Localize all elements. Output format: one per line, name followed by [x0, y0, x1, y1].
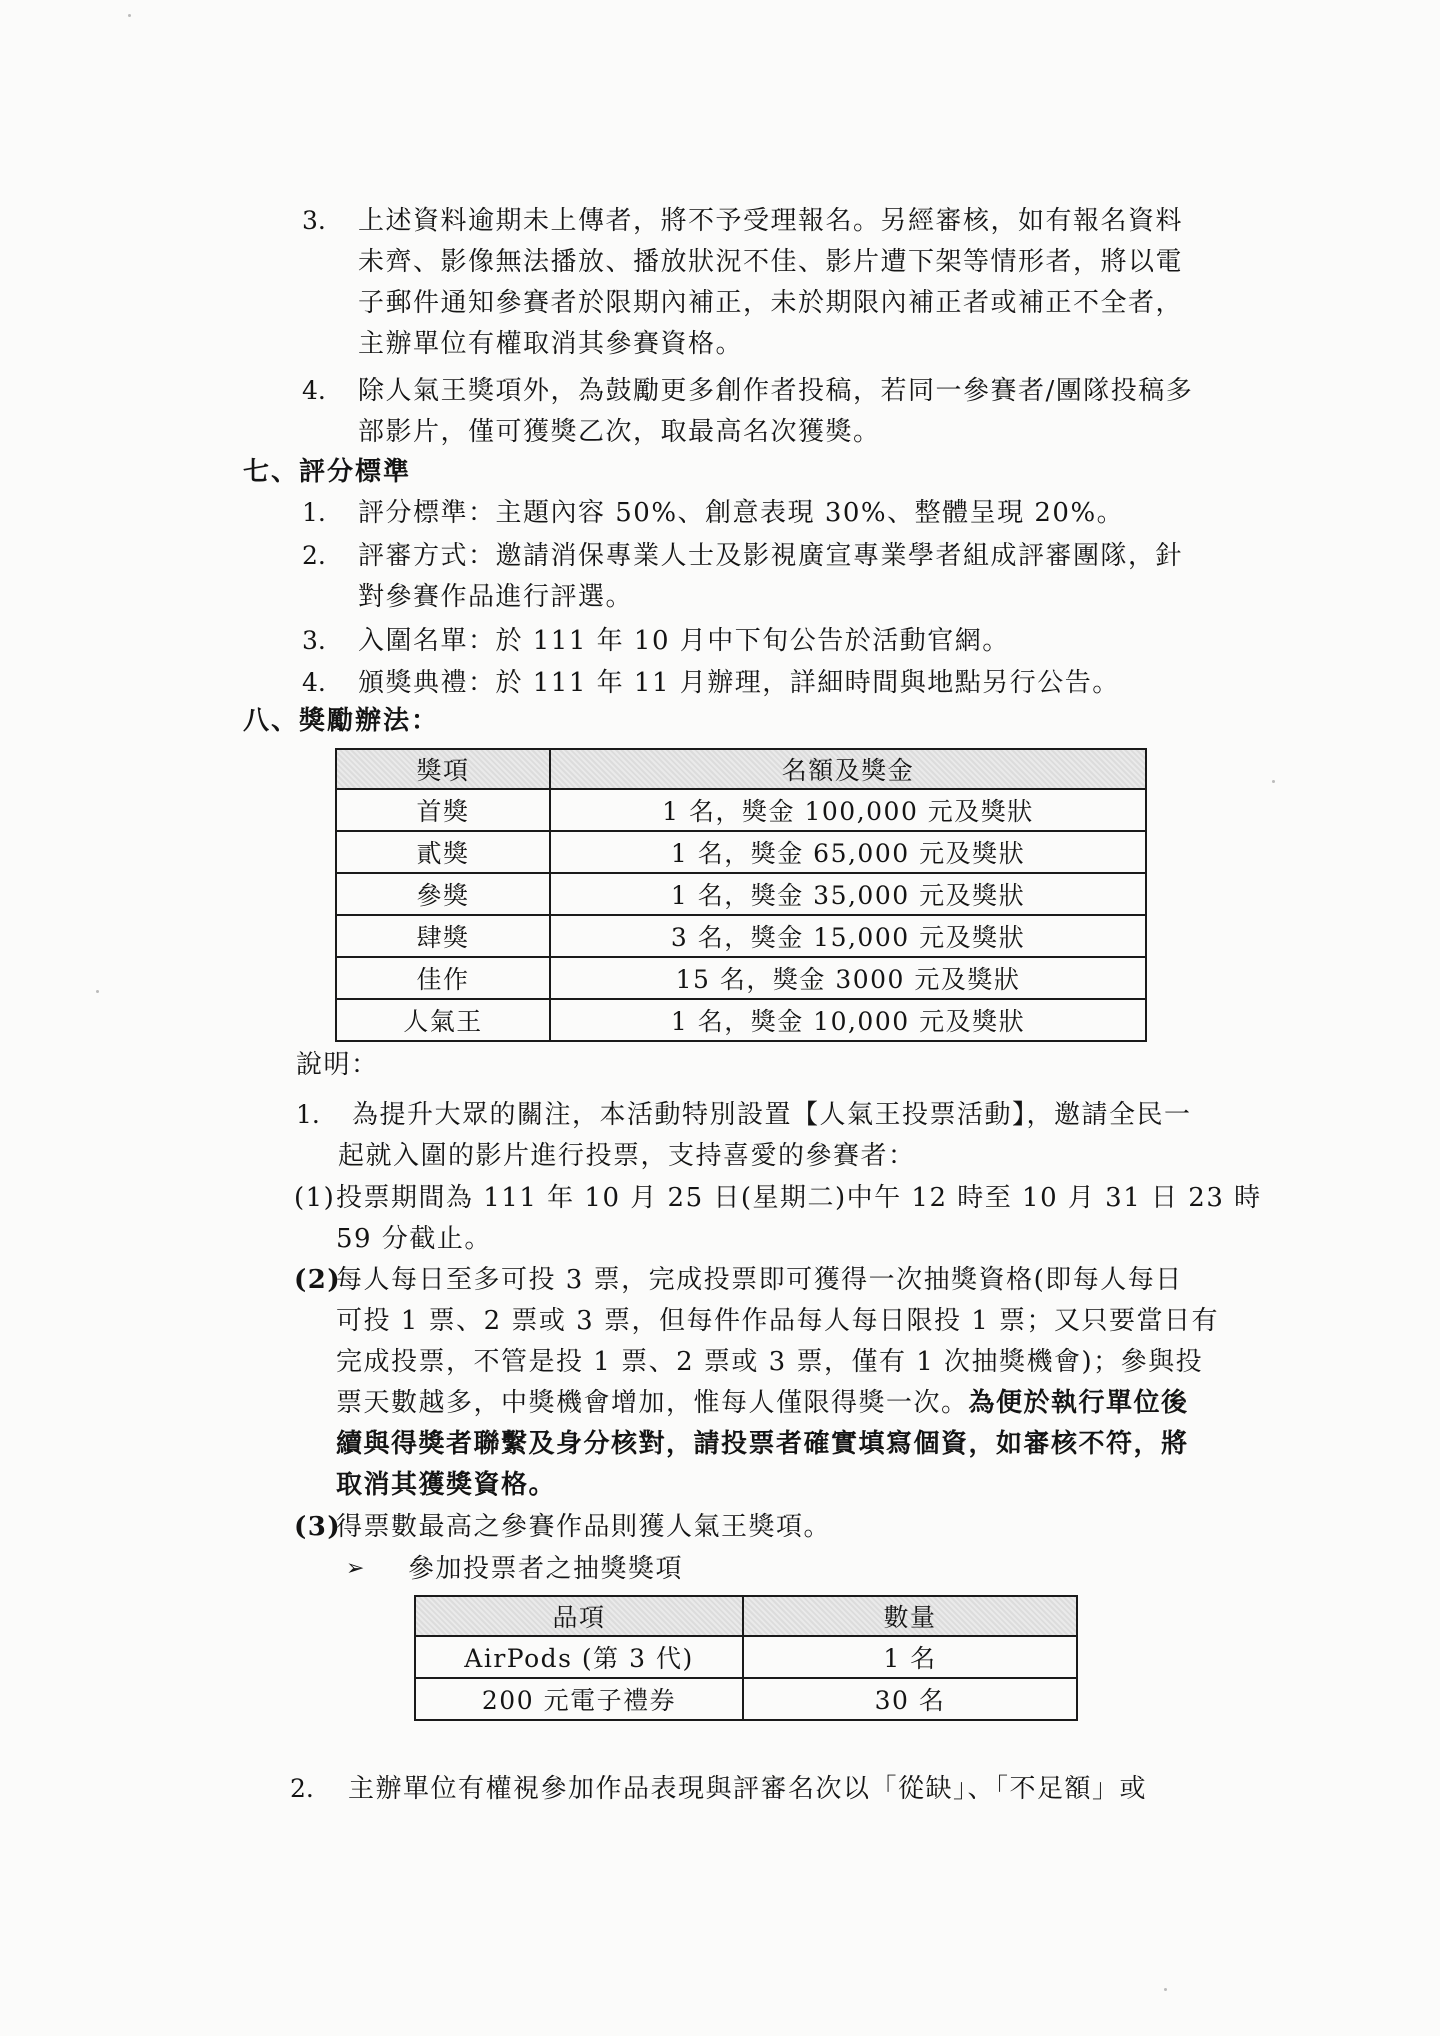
paragraph-line: 上述資料逾期未上傳者，將不予受理報名。另經審核，如有報名資料: [358, 206, 1184, 236]
paragraph-line: 除人氣王獎項外，為鼓勵更多創作者投稿，若同一參賽者/團隊投稿多: [358, 376, 1194, 406]
item-number: 2.: [290, 1774, 314, 1803]
bold-paragraph-line: 續與得獎者聯繫及身分核對，請投票者確實填寫個資，如審核不符，將: [336, 1429, 1189, 1459]
table-cell: 1 名: [743, 1636, 1077, 1678]
item-number: 2.: [302, 541, 326, 570]
table-cell: 佳作: [336, 957, 550, 999]
paragraph-line: 子郵件通知參賽者於限期內補正，未於期限內補正者或補正不全者，: [358, 288, 1184, 318]
paragraph-line: 評審方式：邀請消保專業人士及影視廣宣專業學者組成評審團隊，針: [358, 541, 1184, 571]
scan-speck: [1164, 1988, 1167, 1991]
paragraph-line: 主辦單位有權取消其參賽資格。: [358, 329, 744, 359]
item-number: 1.: [296, 1100, 320, 1129]
table-row: [336, 957, 1146, 999]
paragraph-line: 投票期間為 111 年 10 月 25 日(星期二)中午 12 時至 10 月 31 日 23 時: [336, 1183, 1262, 1213]
paragraph-line: 部影片，僅可獲獎乙次，取最高名次獲獎。: [358, 417, 881, 447]
paragraph-line: 每人每日至多可投 3 票，完成投票即可獲得一次抽獎資格(即每人每日: [336, 1265, 1183, 1295]
table-cell: 1 名，獎金 65,000 元及獎狀: [550, 831, 1146, 873]
table-cell: 肆獎: [336, 915, 550, 957]
table-cell: 15 名，獎金 3000 元及獎狀: [550, 957, 1146, 999]
section-heading: 七、評分標準: [243, 457, 412, 487]
section-heading: 八、獎勵辦法：: [243, 706, 440, 736]
table-cell: 30 名: [743, 1678, 1077, 1720]
sub-item-number: (1): [294, 1183, 336, 1213]
scan-speck: [1272, 780, 1275, 783]
table-row: [336, 789, 1146, 831]
item-number: 4.: [302, 668, 326, 697]
bold-paragraph-line: 取消其獲獎資格。: [336, 1470, 557, 1500]
arrow-bullet-icon: ➢: [346, 1556, 366, 1581]
paragraph-line: 頒獎典禮：於 111 年 11 月辦理，詳細時間與地點另行公告。: [358, 668, 1120, 698]
item-number: 3.: [302, 626, 326, 655]
table-cell: AirPods (第 3 代): [415, 1636, 743, 1678]
paragraph-line: 可投 1 票、2 票或 3 票，但每件作品每人每日限投 1 票；又只要當日有: [336, 1306, 1220, 1336]
paragraph-line-mixed: [336, 1386, 1189, 1420]
bullet-text: 參加投票者之抽獎獎項: [408, 1554, 684, 1584]
table-header: 獎項: [336, 749, 550, 789]
paragraph-line: 得票數最高之參賽作品則獲人氣王獎項。: [336, 1512, 832, 1542]
item-number: 4.: [302, 376, 326, 405]
scan-speck: [128, 14, 131, 17]
paragraph-line: 59 分截止。: [336, 1224, 492, 1254]
prize-table: [335, 748, 1147, 1042]
table-row: [415, 1636, 1077, 1678]
paragraph-line: 完成投票，不管是投 1 票、2 票或 3 票，僅有 1 次抽獎機會)；參與投: [336, 1347, 1204, 1377]
note-label: 說明：: [296, 1050, 379, 1080]
table-row: [336, 915, 1146, 957]
table-cell: 200 元電子禮券: [415, 1678, 743, 1720]
plain-text: 票天數越多，中獎機會增加，惟每人僅限得獎一次。: [336, 1388, 969, 1418]
paragraph-line: 為提升大眾的關注，本活動特別設置【人氣王投票活動】，邀請全民一: [352, 1100, 1192, 1130]
item-number: 3.: [302, 206, 326, 235]
table-cell: 貳獎: [336, 831, 550, 873]
table-cell: 3 名，獎金 15,000 元及獎狀: [550, 915, 1146, 957]
paragraph-line: 入圍名單：於 111 年 10 月中下旬公告於活動官網。: [358, 626, 1010, 656]
table-cell: 1 名，獎金 100,000 元及獎狀: [550, 789, 1146, 831]
table-cell: 參獎: [336, 873, 550, 915]
paragraph-line: 未齊、影像無法播放、播放狀況不佳、影片遭下架等情形者，將以電: [358, 247, 1184, 277]
table-cell: 1 名，獎金 35,000 元及獎狀: [550, 873, 1146, 915]
sub-item-number: (2): [294, 1265, 342, 1295]
lottery-table: [414, 1595, 1078, 1721]
table-row: [336, 873, 1146, 915]
bold-text: 為便於執行單位後: [968, 1388, 1189, 1418]
table-cell: 1 名，獎金 10,000 元及獎狀: [550, 999, 1146, 1041]
table-row: [415, 1678, 1077, 1720]
paragraph-line: 評分標準：主題內容 50%、創意表現 30%、整體呈現 20%。: [358, 498, 1125, 528]
table-cell: 首獎: [336, 789, 550, 831]
sub-item-number: (3): [294, 1512, 342, 1542]
scan-speck: [96, 990, 99, 993]
table-row: [336, 999, 1146, 1041]
table-header: 數量: [743, 1596, 1077, 1636]
table-cell: 人氣王: [336, 999, 550, 1041]
item-number: 1.: [302, 498, 326, 527]
table-header: 名額及獎金: [550, 749, 1146, 789]
paragraph-line: 對參賽作品進行評選。: [358, 582, 634, 612]
table-header: 品項: [415, 1596, 743, 1636]
paragraph-line: 起就入圍的影片進行投票，支持喜愛的參賽者：: [338, 1141, 916, 1171]
paragraph-line: 主辦單位有權視參加作品表現與評審名次以「從缺」、「不足額」或: [348, 1774, 1148, 1804]
table-row: [336, 831, 1146, 873]
